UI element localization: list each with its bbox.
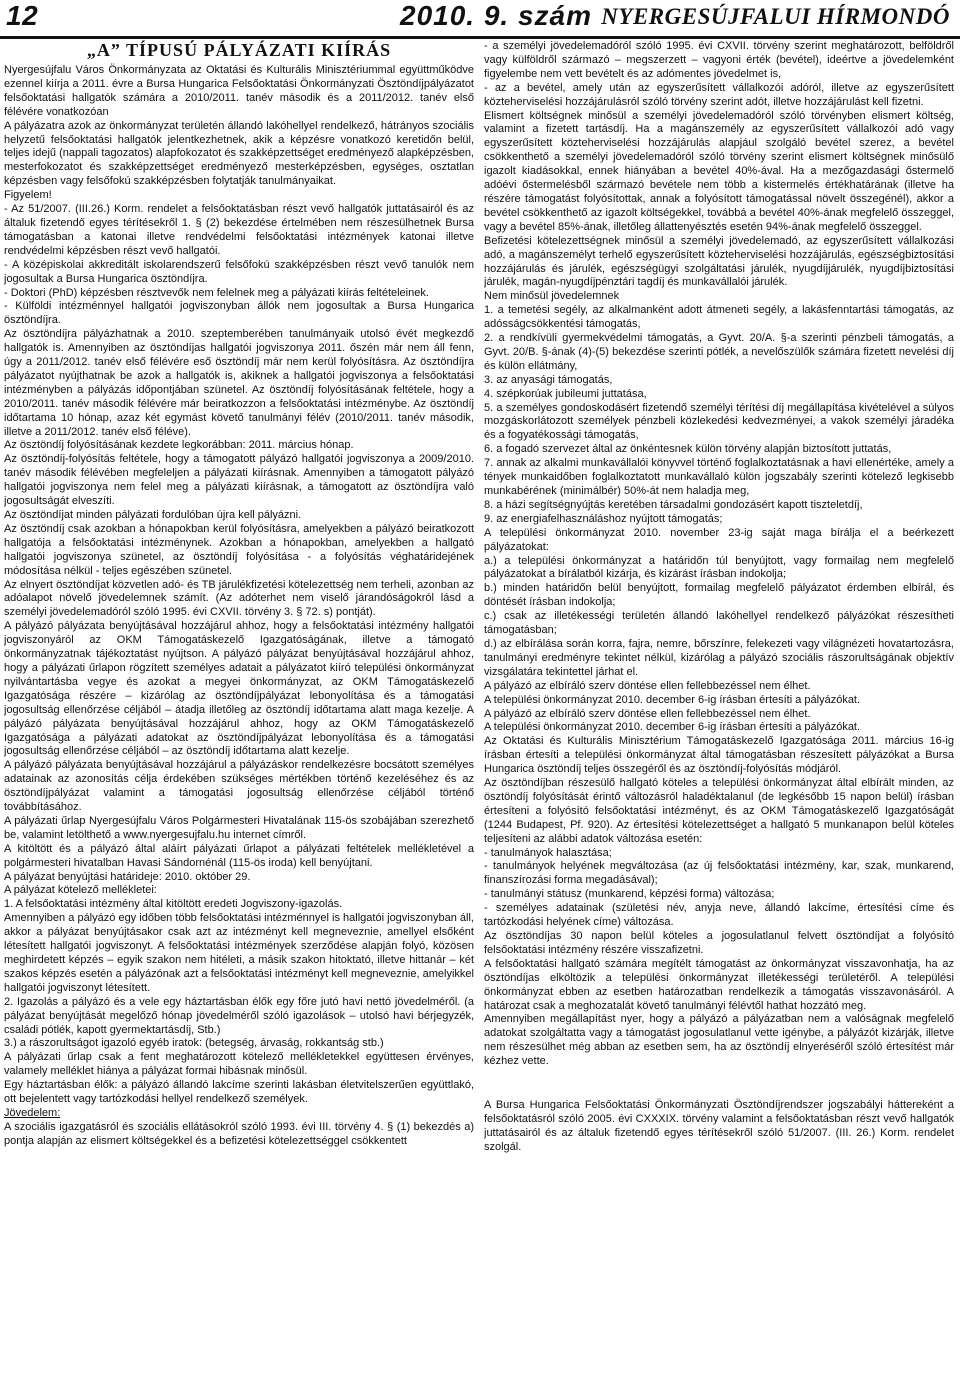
- list-item: 6. a fogadó szervezet által az önkéntesnek külön törvény alapján biztosított juttatás,: [484, 443, 892, 456]
- spacer: [484, 1069, 954, 1099]
- paragraph: A pályázó az elbíráló szerv döntése ellen fellebbezéssel nem élhet.: [484, 707, 811, 720]
- paragraph: - Az 51/2007. (III.26.) Korm. rendelet a felsőoktatásban részt vevő hallgatók juttatásairól és az általuk fizetendő egyes térítésekről 1. § (2) bekezdése értelmében nem részesülhetnek Bursa támogatásban a katonai illetve rendvédelmi felsőoktatási intézmények katonai illetve rendvédelmi képzésben részt vevő hallgatói.: [4, 203, 474, 257]
- paragraph: - A középiskolai akkreditált iskolarendszerű felsőfokú szakképzésben részt vevő tanulók nem jogosultak a Bursa Hungarica ösztöndíjra.: [4, 258, 474, 285]
- page-number: 12: [6, 0, 39, 31]
- paragraph: A pályázat benyújtási határideje: 2010. október 29.: [4, 870, 251, 883]
- list-item: 3. az anyasági támogatás,: [484, 373, 613, 386]
- paragraph: - Doktori (PhD) képzésben résztvevők nem felelnek meg a pályázati kiírás feltételeinek.: [4, 286, 429, 299]
- article-title: „A” TÍPUSÚ PÁLYÁZATI KIÍRÁS: [86, 40, 392, 60]
- list-item: 1. a temetési segély, az alkalmanként adott átmeneti segély, a lakásfenntartási támogatás, az adósságcsökkentési támogatás,: [484, 304, 954, 331]
- paragraph: Az ösztöndíjas 30 napon belül köteles a jogosulatlanul felvett ösztöndíjat a folyósító felsőoktatási intézmény részére visszafizetni.: [484, 930, 954, 956]
- list-item: 7. annak az alkalmi munkavállalói könyvvel történő foglalkoztatásnak a havi ellenértéke, amely a tények munkaidőben foglalkoztatott munkavállaló külön jogszabály szerinti kötelező legkisebb munkabérének (minimálbér) 50%-át nem haladja meg,: [484, 457, 954, 497]
- list-item: d.) az elbírálása során korra, fajra, nemre, bőrszínre, felekezeti vagy világnézeti hovatartozásra, tanulmányi eredményre tekintet nélkül, kizárólag a pályázó szociális rászorultságának objektív vizsgálatára tekintettel járhat el.: [484, 637, 954, 678]
- heading: Jövedelem:: [4, 1106, 61, 1119]
- paragraph: Befizetési kötelezettségnek minősül a személyi jövedelemadó, az egyszerűsített vállalkozási adó, a magánszemélyt terhelő egyszerűsített közteherviselési hozzájárulás, egészségbiztosítási hozzájárulás és járulék, egészségügyi szolgáltatási járulék, nyugdíjjárulék, nyugdíjbiztosítási járulék, magán-nyugdíjpénztári tagdíj és munkavállalói járulék.: [484, 234, 954, 289]
- list-item: 4. szépkorúak jubileumi juttatása,: [484, 387, 647, 400]
- page-header: [0, 0, 960, 36]
- paragraph: 2. Igazolás a pályázó és a vele egy háztartásban élők egy főre jutó havi nettó jövedelméről. (a pályázat benyújtását megelőző hónap jövedelméről szóló igazolások – utolsó havi bérjegyzék, családi pótlék, kapott gyermektartásdíj, Stb.): [4, 995, 474, 1036]
- paragraph: Az ösztöndíjra pályázhatnak a 2010. szeptemberében tanulmányaik utolsó évét megkezdő hallgatók is. Amennyiben az ösztöndíjas hallgatói jogviszonya 2011. őszén már nem áll fenn, úgy a 2011/2012. tanév első félévére eső ösztöndíj már nem kerül folyósításra. Az ösztöndíjra pályázatot nyújthatnak be azok a hallgatók is, akiknek a hallgatói jogviszonya a felsőoktatási intézményben a pályázás időpontjában szünetel. Az ösztöndíj folyósításának feltétele, hogy a 2010/2011. tanév második félévére már beiratkozzon a felsőoktatási intézménybe. Az ösztöndíj időtartama 10 hónap, azaz két egymást követő tanulmányi félév (2010/2011. tanév második, illetve a 2011/2012. tanév első féléve).: [4, 328, 474, 438]
- paragraph: A pályázati űrlap Nyergesújfalu Város Polgármesteri Hivatalának 115-ös szobájában szerezhető be, valamint letölthető a www.nyergesujfalu.hu internet címről.: [4, 814, 474, 841]
- left-column: [4, 40, 474, 1386]
- paragraph: 1. A felsőoktatási intézmény által kitöltött eredeti Jogviszony-igazolás.: [4, 898, 343, 911]
- paragraph: Az ösztöndíj folyósításának kezdete legkorábban: 2011. március hónap.: [4, 439, 354, 452]
- paragraph: A települési önkormányzat 2010. december 6-ig írásban értesíti a pályázókat.: [484, 693, 861, 706]
- paragraph: A pályázó pályázata benyújtásával hozzájárul ahhoz, hogy a felsőoktatási intézmény hallgatói jogviszonyáról az OKM Támogatáskezelő Igazgatóságának, illetve a támogató önkormányzatnak tájékoztatást nyújtson. A pályázó pályázat benyújtásával hozzájárul ahhoz, hogy a pályázati űrlapon rögzített személyes adatait a pályázatot kiíró települési önkormányzat nyilvántartásba vegye és azokat a megyei önkormányzat, az OKM Támogatáskezelő Igazgatósága részére – kizárólag az ösztöndíjpályázat lebonyolítása és a támogatási jogosultság ellenőrzése céljából – átadja illetőleg az ösztöndíj időtartama alatt maga kezelje. A pályázó pályázata benyújtásával hozzájárul ahhoz, hogy az OKM Támogatáskezelő Igazgatósága a pályázati adatokat az ösztöndíjpályázat lebonyolítása és a támogatási jogosultság ellenőrzése céljából – az ösztöndíj időtartama alatt kezelje.: [4, 620, 474, 758]
- paragraph: - Külföldi intézménnyel hallgatói jogviszonyban állók nem jogosultak a Bursa Hungarica ösztöndíjra.: [4, 300, 474, 327]
- paragraph: Amennyiben a pályázó egy időben több felsőoktatási intézménnyel is hallgatói jogviszonyban áll, akkor a pályázat benyújtásakor csak azt az intézményt kell megneveznie, amellyel elsőként létesített hallgatói jogviszonyt. A felsőoktatási intézmények szerződése alapján folyó, közösen meghirdetett képzés – egyik szakon nem hitéleti, a másik szakon hitoktató, illetve hittanár – két szakos képzés esetén a pályázónak azt a felsőoktatási intézményt kell megneveznie, amelyikkel hallgatói jogviszonyt létesített.: [4, 912, 474, 994]
- paragraph: Az ösztöndíj-folyósítás feltétele, hogy a támogatott pályázó hallgatói jogviszonya a 2009/2010. tanév második félévében megfeleljen a pályázati kiírásnak. Amennyiben a támogatott pályázó hallgatói jogviszonya nem felel meg a pályázati kiírásnak, a támogatott az ösztöndíjra való jogosultságát elveszíti.: [4, 453, 474, 508]
- paragraph: Az elnyert ösztöndíjat közvetlen adó- és TB járulékfizetési kötelezettség nem terheli, azonban az adóalapot növelő jövedelemnek számít. (Az adóterhet nem viselő járandóságokról lásd a személyi jövedelemadóról szóló 1995. évi CXVII. törvény 3. § 72. s) pontját).: [4, 578, 474, 619]
- paragraph: Az Oktatási és Kulturális Minisztérium Támogatáskezelő Igazgatósága 2011. március 16-ig írásban értesíti a települési önkormányzat által támogatásban részesített pályázókat a Bursa Hungarica ösztöndíj teljes összegéről és az ösztöndíj-folyósítás módjáról.: [484, 735, 954, 776]
- paragraph: Egy háztartásban élők: a pályázó állandó lakcíme szerinti lakásban életvitelszerűen együttlakó, ott bejelentett vagy tartózkodási hellyel rendelkező személyek.: [4, 1079, 474, 1106]
- paragraph: Elismert költségnek minősül a személyi jövedelemadóról szóló törvényben elismert költség, valamint a fizetett tartásdíj. Ha a magánszemély az egyszerűsített vállalkozói adó vagy egyszerűsített közteherviselési hozzájárulás alapjául szolgáló bevétel szerez, a bevétel csökkenthető a személyi jövedelemadóról szóló törvény szerint elismert költségnek minősülő igazolt kiadásokkal, ennek hiányában a bevétel 40%-ával. Ha a mezőgazdasági őstermelő adóévi őstermelésből származó bevétele nem több a kistermelés értékhatárának (illetve ha részére támogatást folyósítottak, annak a folyósított támogatással növelt összegénél), akkor a bevétel csökkenthető az igazolt költségekkel, továbbá a bevétel 40%-ának megfelelő összeggel, vagy a bevétel 85%-ának, illetőleg állattenyésztés esetén 94%-ának megfelelő összeggel.: [484, 109, 954, 233]
- issue-label: 2010. 9. szám: [400, 0, 593, 31]
- paragraph: A települési önkormányzat 2010. november 23-ig saját maga bírálja el a beérkezett pályázatokat:: [484, 526, 954, 553]
- list-item: - tanulmányok halasztása;: [484, 846, 612, 859]
- paragraph: Az ösztöndíj csak azokban a hónapokban kerül folyósításra, amelyekben a pályázó beiratkozott hallgatója a felsőoktatási intézménynek. Azokban a hónapokban, amelyekben a hallgató hallgatói jogviszonya szünetel, az ösztöndíj folyósítása - a folyósítás véghatáridejének módosítása nélkül - teljes egészében szünetel.: [4, 522, 474, 577]
- paragraph: Nem minősül jövedelemnek: [484, 290, 620, 303]
- header-rule: [0, 36, 960, 39]
- list-item: - tanulmányi státusz (munkarend, képzési forma) változása;: [484, 888, 775, 901]
- paragraph: 3.) a rászorultságot igazoló egyéb iratok: (betegség, árvaság, rokkantság stb.): [4, 1037, 384, 1050]
- list-item: - tanulmányok helyének megváltozása (az új felsőoktatási intézmény, kar, szak, munkarend, finanszírozási forma megadásával);: [484, 860, 954, 887]
- paragraph: Amennyiben megállapítást nyer, hogy a pályázó a pályázatban nem a valóságnak megfelelő adatokat szolgáltatta vagy a támogatást jogosulatlanul vette igénybe, a pályázót kizárják, illetve nem részesülhet még abban az esetben sem, ha az ösztöndíj elnyeréséről szóló értesítést már kézhez vette.: [484, 1013, 954, 1068]
- paragraph: A települési önkormányzat 2010. december 6-ig írásban értesíti a pályázókat.: [484, 721, 861, 734]
- newspaper-title: NYERGESÚJFALUI HÍRMONDÓ: [601, 4, 950, 29]
- paragraph: A pályázó az elbíráló szerv döntése ellen fellebbezéssel nem élhet.: [484, 679, 811, 692]
- paragraph: A Bursa Hungarica Felsőoktatási Önkormányzati Ösztöndíjrendszer jogszabályi háttereként a felsőoktatásról szóló 2005. évi CXXXIX. törvény valamint a felsőoktatásban részt vevő hallgatók juttatásairól és az általuk fizetendő egyes térítésekről szóló 51/2007. (III. 26.) Korm. rendelet szolgál.: [484, 1099, 954, 1153]
- list-item: 2. a rendkívüli gyermekvédelmi támogatás, a Gyvt. 20/A. §-a szerinti pénzbeli támogatás, a Gyvt. 20/B. §-ának (4)-(5) bekezdése szerinti pótlék, a nevelőszülők számára fizetett nevelési díj és külön ellátmány,: [484, 332, 954, 372]
- paragraph: Az ösztöndíjat minden pályázati fordulóban újra kell pályázni.: [4, 509, 302, 521]
- list-item: c.) csak az illetékességi területén állandó lakóhellyel rendelkező pályázókat részesítheti támogatásban;: [484, 610, 954, 637]
- list-item: 8. a házi segítségnyújtás keretében társadalmi gondozásért kapott tiszteletdíj,: [484, 498, 863, 511]
- list-item: - személyes adatainak (születési név, anyja neve, állandó lakcíme, értesítési címe és tartózkodási helyének címe) változása.: [484, 902, 954, 929]
- paragraph: - az a bevétel, amely után az egyszerűsített vállalkozói adóról, illetve az egyszerűsített közteherviselési hozzájárulásról szóló törvény szerint adót, illetve hozzájárulást kell fizetni.: [484, 81, 954, 108]
- paragraph: A felsőoktatási hallgató számára megítélt támogatást az önkormányzat visszavonhatja, ha az ösztöndíjas elköltözik a települési önkormányzat illetékességi területéről. A települési önkormányzat ebben az esetben határozatban rendelkezik a támogatás visszavonásáról. A határozat csak a meghozatalát követő tanulmányi félévtől hathat hozzátó meg.: [484, 957, 954, 1012]
- list-item: 9. az energiafelhasználáshoz nyújtott támogatás;: [484, 512, 723, 525]
- right-column: [484, 40, 954, 1386]
- paragraph: Nyergesújfalu Város Önkormányzata az Oktatási és Kulturális Minisztériummal együttműködve ezennel kiírja a 2011. évre a Bursa Hungarica Felsőoktatási Önkormányzati Ösztöndíjpályázatot felsőoktatási hallgatók számára a 2010/2011. tanév második és a 2011/2012. tanév első félévére vonatkozóan: [4, 64, 474, 118]
- list-item: 5. a személyes gondoskodásért fizetendő személyi térítési díj megállapítása kivételével a súlyos mozgáskorlátozott személyek pénzbeli közlekedési kedvezményei, a vakok személyi járadéka és a fogyatékossági támogatás,: [484, 401, 954, 442]
- paragraph: Az ösztöndíjban részesülő hallgató köteles a települési önkormányzat által elbírált minden, az ösztöndíj folyósítását érintő változásról haladéktalanul (de legkésőbb 15 napon belül) írásban értesíteni a folyósító felsőoktatási intézményt, és az OKM Támogatáskezelő Igazgatóságát (1244 Budapest, Pf. 920). Az értesítési kötelezettséget a hallgató 5 munkanapon belül köteles teljesíteni az alábbi adatok változása esetén:: [484, 777, 954, 845]
- list-item: a.) a települési önkormányzat a határidőn túl benyújtott, vagy formailag nem megfelelő pályázatokat a bírálatból kizárja, és kizárást írásban indokolja;: [484, 554, 954, 581]
- paragraph: A pályázó pályázata benyújtásával hozzájárul a pályázáskor rendelkezésre bocsátott személyes adatainak az azonosítás célja érdekében szükséges mértékben történő kezeléséhez és az ösztöndíjpályázat valamint a támogatási jogosultság ellenőrzése céljából történő továbbításához.: [4, 759, 474, 814]
- paragraph: A pályázat kötelező mellékletei:: [4, 884, 157, 897]
- list-item: b.) minden határidőn belül benyújtott, formailag megfelelő pályázatot érdemben elbírál, és döntését írásban indokolja;: [484, 582, 954, 609]
- paragraph: Figyelem!: [4, 189, 52, 202]
- paragraph: - a személyi jövedelemadóról szóló 1995. évi CXVII. törvény szerint meghatározott, belföldről vagy külföldről származó – megszerzett – vagyoni érték (bevétel), ideértve a jövedelemként figyelembe nem vett bevételt és az adómentes jövedelmet is,: [484, 40, 954, 80]
- paragraph: A szociális igazgatásról és szociális ellátásokról szóló 1993. évi III. törvény 4. § (1) bekezdés a) pontja alapján az elismert költségekkel és a befizetési kötelezettséggel csökkentett: [4, 1120, 474, 1147]
- paragraph: A pályázati űrlap csak a fent meghatározott kötelező mellékletekkel együttesen érvényes, valamely melléklet hiánya a pályázat formai hibásnak minősül.: [4, 1051, 474, 1078]
- paragraph: A pályázatra azok az önkormányzat területén állandó lakóhellyel rendelkező, hátrányos szociális helyzetű felsőoktatási hallgatók jelentkezhetnek, akik a képzésre vonatkozó keretidőn belül, teljes idejű (nappali tagozatos) alapfokozatot és szakképzettséget eredményező alapképzésben, mesterfokozatot és szakképzettséget eredményező mesterképzésben, egységes, osztatlan képzésben vagy felsőfokú szakképzésben folytatják tanulmányaikat.: [4, 119, 474, 188]
- paragraph: A kitöltött és a pályázó által aláírt pályázati űrlapot a pályázati feltételek mellékletével a polgármesteri hivatalban Havasi Sándornénál (115-ös iroda) kell benyújtani.: [4, 842, 474, 869]
